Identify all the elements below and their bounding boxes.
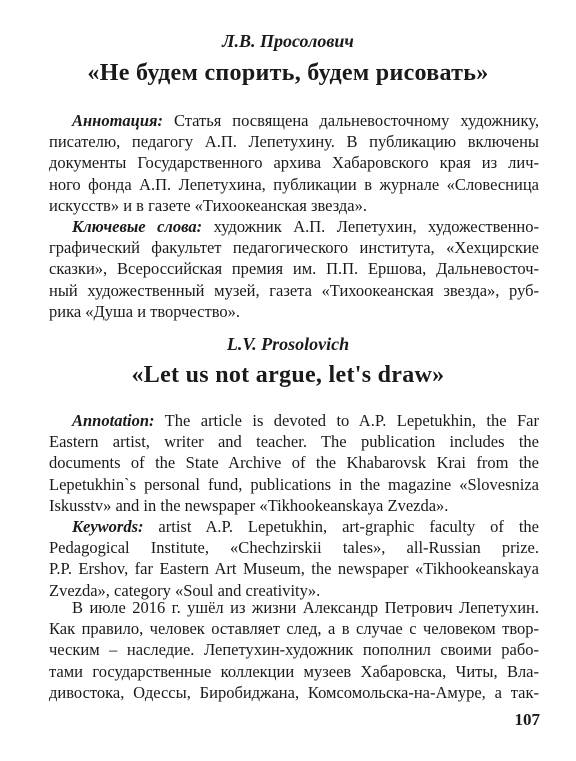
ru-abstract	[49, 110, 539, 322]
en-author: L.V. Prosolovich	[226, 334, 350, 354]
ru-annotation-label: Аннотация:	[72, 111, 164, 130]
page-number: 107	[514, 710, 540, 729]
ru-keywords-line: сказки», Всероссийская премия им. П.П. Ершова, Дальневосточ-	[49, 259, 539, 279]
ru-annotation-line: ного фонда А.П. Лепетухина, публикации в журнале «Словесница	[49, 174, 539, 194]
ru-annotation-line: документы Государственного архива Хабаровского края из лич-	[49, 153, 539, 173]
body-text	[49, 597, 539, 703]
en-keywords-line: Zvezda», category «Soul and creativity».	[49, 580, 321, 600]
en-annotation-line: documents of the State Archive of the Khabarovsk Krai from the	[49, 453, 539, 473]
ru-annotation-line: искусств» и в газете «Тихоокеанская звезда».	[49, 195, 368, 215]
ru-author: Л.В. Просолович	[222, 31, 354, 51]
en-annotation-line: Iskusstv» and in the newspaper «Tikhookeanskaya Zvezda».	[49, 495, 449, 515]
en-keywords-line: Pedagogical Institute, «Chechzirskii tales», all-Russian prize.	[49, 538, 539, 558]
body-line: дивостока, Одессы, Биробиджана, Комсомольска-на-Амуре, а так-	[49, 682, 539, 702]
ru-title: «Не будем спорить, будем рисовать»	[87, 60, 489, 86]
en-keywords-line: P.P. Ershov, far Eastern Art Museum, the newspaper «Tikhookeanskaya	[49, 559, 539, 579]
ru-keywords-line: графический факультет педагогического института, «Хехцирские	[49, 238, 539, 258]
ru-annotation-line: писателю, педагогу А.П. Лепетухину. В публикацию включены	[49, 132, 539, 152]
en-annotation-label: Annotation:	[72, 411, 155, 430]
ru-keywords-line: ный художественный музей, газета «Тихоокеанская звезда», руб-	[49, 280, 539, 300]
en-keywords-label: Keywords:	[72, 517, 144, 537]
body-line: ческим – наследие. Лепетухин-художник пополнил своими рабо-	[49, 640, 539, 660]
en-abstract	[49, 410, 539, 601]
en-title: «Let us not argue, let's draw»	[131, 362, 445, 388]
body-line: Как правило, человек оставляет след, а в случае с человеком твор-	[49, 619, 539, 639]
ru-keywords-line: Ключевые слова: художник А.П. Лепетухин, художественно-	[72, 217, 539, 237]
en-keywords-line: Keywords: artist A.P. Lepetukhin, art-graphic faculty of the	[72, 517, 539, 537]
ru-keywords-line: рика «Душа и творчество».	[49, 301, 241, 321]
body-line: тами государственные коллекции музеев Хабаровска, Читы, Вла-	[49, 661, 539, 681]
en-annotation-line: Lepetukhin`s personal fund, publications in the magazine «Slovesniza	[49, 474, 539, 494]
ru-annotation-line: Аннотация: Статья посвящена дальневосточному художнику,	[72, 111, 539, 130]
ru-keywords-label: Ключевые слова:	[72, 217, 203, 237]
en-annotation-line: Annotation: The article is devoted to A.P. Lepetukhin, the Far	[72, 411, 539, 430]
body-line: В июле 2016 г. ушёл из жизни Александр Петрович Лепетухин.	[72, 598, 539, 617]
en-annotation-line: Eastern artist, writer and teacher. The publication includes the	[49, 432, 539, 452]
